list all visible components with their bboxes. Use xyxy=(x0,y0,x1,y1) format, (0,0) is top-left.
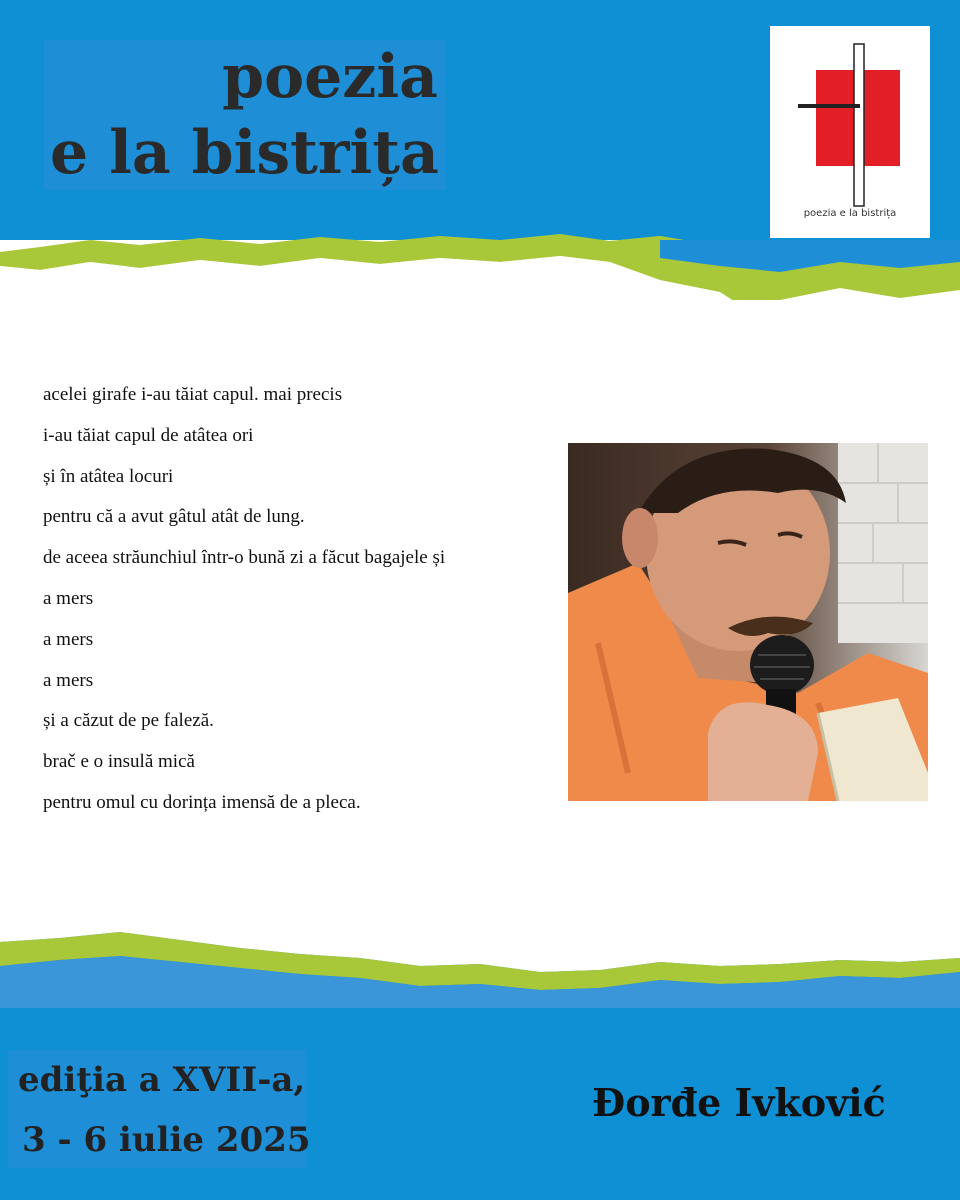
logo-caption: poezia e la bistrița xyxy=(803,208,897,219)
poem-line: și în atâtea locuri xyxy=(43,465,174,487)
logo-graphic xyxy=(770,26,930,238)
poem-text xyxy=(43,380,563,829)
title-box xyxy=(44,40,446,190)
footer-band xyxy=(0,900,960,1200)
poem-line: de aceea străunchiul într-o bună zi a făcut bagajele și xyxy=(43,547,446,569)
author-name: Đorđe Ivković xyxy=(592,1080,886,1125)
poet-photo-illustration xyxy=(568,443,928,801)
poem-line: brač e o insulă mică xyxy=(43,751,195,773)
poem-line: și a căzut de pe faleză. xyxy=(43,710,214,732)
title-line-1: poezia xyxy=(222,42,438,112)
poet-photo xyxy=(568,443,928,801)
poem-line: acelei girafe i-au tăiat capul. mai precis xyxy=(43,384,343,405)
poem-line: pentru că a avut gâtul atât de lung. xyxy=(43,506,305,528)
edition-label: ediţia a XVII-a, xyxy=(18,1060,306,1100)
title-line-2: e la bistrița xyxy=(50,118,439,188)
poem-line: a mers xyxy=(43,587,94,609)
festival-logo xyxy=(770,26,930,238)
poem-line: a mers xyxy=(43,669,94,691)
poem-line: i-au tăiat capul de atâtea ori xyxy=(43,424,254,446)
poem-line: pentru omul cu dorința imensă de a pleca. xyxy=(43,791,361,813)
poem-line: a mers xyxy=(43,628,94,650)
edition-dates: 3 - 6 iulie 2025 xyxy=(22,1120,311,1160)
edition-box xyxy=(8,1050,311,1168)
